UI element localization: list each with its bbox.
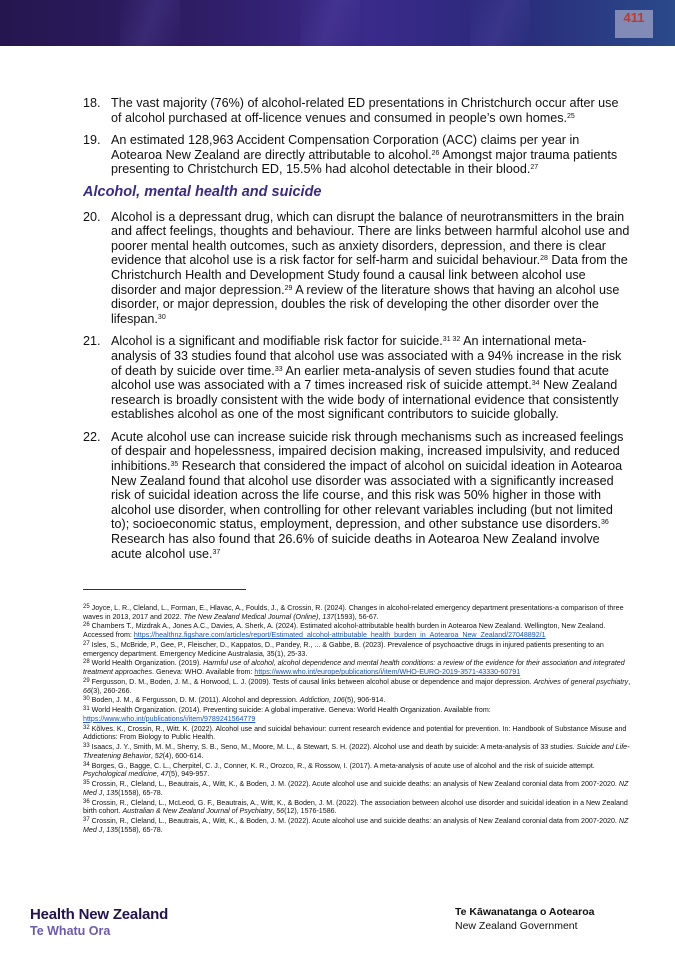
paragraph-text: An estimated 128,963 Accident Compensation Corporation (ACC) claims per year in Aotearoa New Zealand are directly attributable to alcohol. [111,133,580,162]
footnote-number: 33 [83,743,90,750]
main-paragraphs [83,210,631,562]
footnote-italic: 106 [332,696,345,705]
footnote-italic: NZ Med J [83,780,629,797]
header-banner [0,0,675,46]
health-nz-logo [30,906,168,938]
government-line-2: New Zealand Government [455,920,578,932]
footnote-text: , [318,612,323,621]
footnote-italic: Suicide and Life-Threatening Behavior [83,743,630,760]
footnote-text: (1558), 65-78. [118,788,163,797]
footnote-text: , [156,770,161,779]
paragraph-text [111,133,631,177]
footnote-number: 35 [83,780,90,787]
footnote-italic: 56 [276,807,285,816]
main-content [83,96,631,569]
footnote-italic: 47 [160,770,169,779]
paragraph-text: A review of the literature shows that having an alcohol use disorder, or major depression, doubles the risk of developing the other disorder over the lifespan. [111,282,620,326]
footnote-item [83,678,631,695]
footnote-text: , [328,696,333,705]
footnote-italic: Australian & New Zealand Journal of Psychiatry [122,807,273,816]
logo-sub-text: Te Whatu Ora [30,924,111,938]
footnote-text: Isles, S., McBride, P., Gee, P., Fleischer, D., Kappatos, D., Pandey, R., ... & Gabbe, B. (2023). Prevalence of psychoactive drugs in injured patients presenting to an emergency department. Emergency Medicine Australasia, 35(1), 25-33. [83,640,604,658]
footnote-ref: 26 [431,149,440,157]
nz-government-logo [455,906,594,932]
numbered-paragraph [83,96,631,125]
footnote-text: Crossin, R., Cleland, L., McLeod, G. F., Beautrais, A., Witt, K., & Boden, J. M. (2022). The association between alcohol use disorder and suicidal ideation in a New Zealand birth cohort. [83,798,628,816]
numbered-paragraph [83,430,631,561]
section-heading: Alcohol, mental health and suicide [83,183,322,200]
government-line-1: Te Kāwanatanga o Aotearoa [455,906,595,918]
footnote-ref: 31 32 [442,336,461,344]
footnote-item [83,780,631,797]
footnote-item [83,799,631,816]
footnote-text: Fergusson, D. M., Boden, J. M., & Horwood, L. J. (2009). Tests of causal links between alcohol abuse or dependence and major depression. [91,677,534,686]
footnote-item [83,659,631,676]
footnote-text: (5), 906-914. [344,696,386,705]
reference-link[interactable]: https://www.who.int/europe/publications/i/item/WHO-EURO-2019-3571-43330-60791 [254,668,521,677]
footnote-text: (1593), 56-67. [334,612,379,621]
footnote-text: Crossin, R., Cleland, L., Beautrais, A., Witt, K., & Boden, J. M. (2022). Acute alcohol use and suicide deaths: an analysis of New Zealand coronial data from 2007-2020. [91,817,619,826]
footnote-text: , [102,825,107,834]
paragraph-text [111,96,631,125]
paragraph-number: 20. [83,209,101,224]
footnote-number: 28 [83,659,90,666]
paragraph-text: The vast majority (76%) of alcohol-related ED presentations in Christchurch occur after use of alcohol purchased at off-licence venues and consumed in people’s own homes. [111,96,619,125]
footnote-italic: Harmful use of alcohol, alcohol dependence and mental health conditions: a review of the evidence for their association and integrated treatment approaches [83,659,625,677]
paragraph-text [111,430,631,561]
paragraph-text [111,210,631,327]
footnote-italic: Archives of general psychiatry [533,677,629,686]
footnote-italic: The New Zealand Medical Journal (Online) [183,612,319,621]
footnote-italic: 137 [322,612,335,621]
footnote-ref: 25 [567,112,575,120]
footnote-text: Isaacs, J. Y., Smith, M. M., Sherry, S. B., Seno, M., Moore, M. L., & Stewart, S. H. (2022). Alcohol use and death by suicide: A meta-analysis of 33 studies. [91,743,577,752]
footnote-text: Kõlves. K., Crossin, R., Witt. K. (2022). Alcohol use and suicidal behaviour: current research evidence and potential for prevention. In: Handbook of Substance Misuse and Addictions: From Biology to Public Health. [83,724,627,742]
footnote-separator [83,589,246,590]
paragraph-number: 22. [83,429,101,444]
footnotes [83,604,631,836]
footnote-ref: 34 [531,380,540,388]
footnote-number: 31 [83,706,90,713]
reference-link[interactable]: https://healthnz.figshare.com/articles/report/Estimated_alcohol-attributable_health_burden_in_Aotearoa_New_Zealand/27048892/1 [133,631,546,640]
footnote-text: , [272,807,277,816]
footnote-ref: 28 [540,255,548,263]
numbered-paragraph [83,210,631,327]
paragraph-text [111,334,631,422]
footnote-text: Boden, J. M., & Fergusson, D. M. (2011). Alcohol and depression. [91,696,300,705]
footnote-number: 30 [83,696,90,703]
footnote-number: 25 [83,604,90,610]
footnote-italic: 66 [83,686,91,695]
paragraph-text: Amongst major trauma patients presenting to Christchurch ED, 15.5% had alcohol detectable in their blood. [111,147,618,177]
footnote-italic: Addiction [299,696,329,705]
footnote-text: (3), 260-266. [90,686,132,695]
footnote-text: , [628,677,631,686]
footnote-number: 37 [83,817,90,824]
footnote-italic: NZ Med J [83,817,629,834]
paragraph-text: An international meta-analysis of 33 studies found that alcohol use was associated with a 94% increase in the risk of death by suicide over time. [111,334,622,378]
footnote-number: 29 [83,677,90,684]
footnote-item [83,743,631,760]
footnote-ref: 30 [157,313,166,321]
reference-link[interactable]: https://www.who.int/publications/i/item/9789241564779 [83,714,256,723]
numbered-paragraph [83,133,631,177]
paragraph-text: Research that considered the impact of alcohol on suicidal ideation in Aotearoa New Zealand found that alcohol use disorder was associated with a significantly increased risk of suicidal ideation across the life course, and this risk was 50% higher in those with alcohol use disorder, when controlling for other relevant variables including (but not limited to); socioeconomic status, employment, depression, and other substance use disorders. [111,459,623,532]
footnote-ref: 35 [170,461,179,469]
footnote-item [83,604,631,621]
footnote-number: 26 [83,622,90,629]
footnote-text: Joyce, L. R., Cleland, L., Forman, E., Hlavac, A., Foulds, J., & Crossin, R. (2024). Changes in alcohol-related emergency department presentations-a comparison of three waves in 2013, 2017 and 2022. [83,604,624,621]
footnote-item [83,762,631,779]
footnote-text: Crossin, R., Cleland, L., Beautrais, A., Witt, K., & Boden, J. M. (2022). Acute alcohol use and suicide deaths: an analysis of New Zealand coronial data from 2007-2020. [91,780,619,789]
footnote-item [83,622,631,639]
page-number: 411 [615,10,653,38]
footnote-text: World Health Organization. (2019). [91,659,204,668]
footnote-ref: 27 [530,164,539,172]
footnote-text: (5), 949-957. [168,770,210,779]
footnote-number: 32 [83,724,90,731]
footnote-text: World Health Organization. (2014). Preventing suicide: A global imperative. Geneva: World Health Organization. Available from: [91,706,491,715]
footnote-italic: 52 [154,751,163,760]
footnote-item [83,706,631,723]
footnote-text: (4), 600-614. [162,751,204,760]
paragraph-text: Alcohol is a depressant drug, which can disrupt the balance of neurotransmitters in the brain and affect feelings, thoughts and behaviour. There are links between harmful alcohol use and poorer mental health outcomes, such as anxiety disorders, depression, and there is clear evidence that alcohol use is a risk factor for self-harm and suicidal behaviour. [111,209,630,268]
footnote-item [83,817,631,834]
footnote-text: , [102,788,107,797]
paragraph-number: 18. [83,96,101,110]
footnote-italic: 135 [106,788,119,797]
top-paragraphs [83,96,631,177]
footnote-text: (12), 1576-1586. [284,807,337,816]
paragraph-text: Alcohol is a significant and modifiable risk factor for suicide. [111,334,443,349]
footnote-text: (1558), 65-78. [118,825,163,834]
footnote-item [83,641,631,658]
paragraph-text: An earlier meta-analysis of seven studies found that acute alcohol use was associated with a 7 times increased risk of suicide attempt. [111,363,609,393]
paragraph-text: New Zealand research is broadly consistent with the wide body of international evidence that consistently establishes alcohol as one of the most significant contributors to suicide globally. [111,378,619,422]
footnote-item [83,696,631,705]
footnote-number: 27 [83,640,90,647]
footnote-ref: 33 [274,365,283,373]
logo-main-text: Health New Zealand [30,906,169,923]
footnote-ref: 37 [212,548,221,556]
footnote-text: , [150,751,155,760]
paragraph-text: Data from the Christchurch Health and Development Study found a causal link between alcohol use disorder and major depression. [111,253,628,297]
footnote-text: Chambers T., Mizdrak A., Jones A.C., Davies, A. Sherk, A. (2024). Estimated alcohol-attributable health burden in Aotearoa New Zealand. Wellington, New Zealand. Accessed from: [83,622,606,640]
paragraph-text: Acute alcohol use can increase suicide risk through mechanisms such as increased feelings of despair and hopelessness, impaired decision making, increased impulsivity, and reduced inhibitions. [111,429,624,474]
footnote-number: 36 [83,798,90,805]
footnote-ref: 36 [601,519,609,527]
paragraph-number: 21. [83,334,101,349]
footnote-text: . Geneva: WHO. Available from: [152,668,255,677]
paragraph-number: 19. [83,133,101,148]
numbered-paragraph [83,334,631,422]
footnote-italic: 135 [106,825,119,834]
footnote-ref: 29 [284,284,293,292]
footnote-number: 34 [83,761,90,768]
footnote-item [83,725,631,742]
paragraph-text: Research has also found that 26.6% of suicide deaths in Aotearoa New Zealand involve acute alcohol use. [111,532,600,561]
footnote-italic: Psychological medicine [83,770,157,779]
footnote-text: Borges, G., Bagge, C. L., Cherpitel, C. J., Conner, K. R., Orozco, R., & Rossow, I. (2017). A meta-analysis of acute use of alcohol and the risk of suicide attempt. [91,761,595,770]
